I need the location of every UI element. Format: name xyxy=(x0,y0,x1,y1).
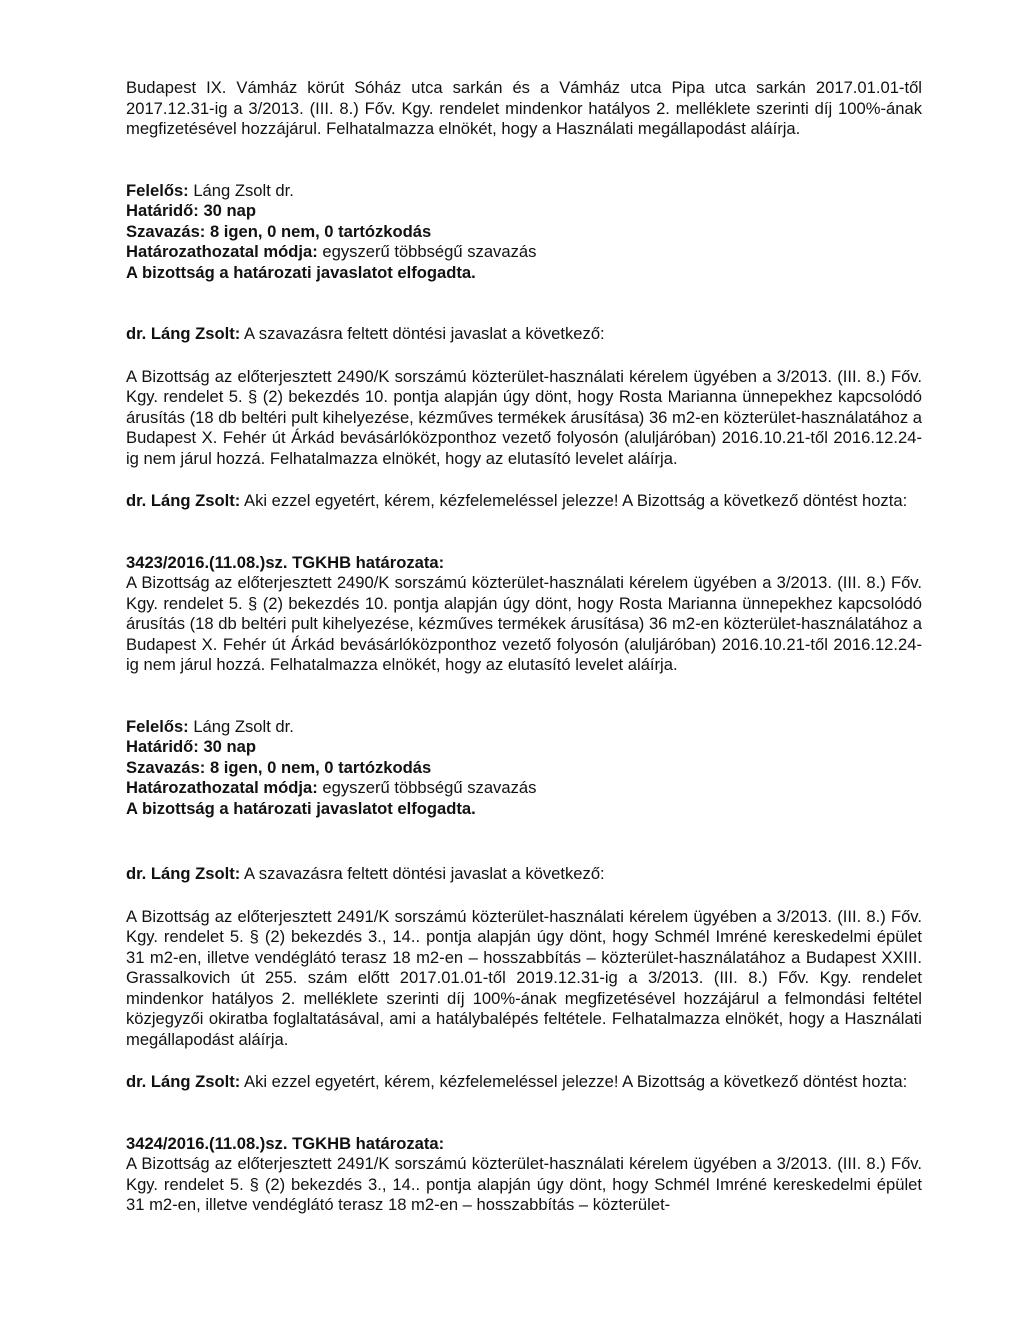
responsible-value: Láng Zsolt dr. xyxy=(188,180,294,200)
paragraph-resolution-3424: A Bizottság az előterjesztett 2491/K sorszámú közterület-használati kérelem ügyében a 3/2013. (III. 8.) Főv. Kgy. rendelet 5. § (2) bekezdés 3., 14.. pontja alapján úgy dönt, hogy Schmél Imréné kereskedelmi épület 31 m2-en, illetve vendéglátó terasz 18 m2-en – hosszabbítás – közterület- xyxy=(126,1154,922,1214)
paragraph-resolution-3423: A Bizottság az előterjesztett 2490/K sorszámú közterület-használati kérelem ügyében a 3/2013. (III. 8.) Főv. Kgy. rendelet 5. § (2) bekezdés 10. pontja alapján úgy dönt, hogy Rosta Marianna ünnepekhez kapcsolódó árusítás (18 db beltéri pult kihelyezése, kézműves termékek árusítása) 36 m2-en közterület-használatához a Budapest X. Fehér út Árkád bevásárlóközponthoz vezető folyosón (aluljáróban) 2016.10.21-től 2016.12.24-ig nem járul hozzá. Felhatalmazza elnökét, hogy az elutasító levelet aláírja. xyxy=(126,573,922,674)
speaker-text: A szavazásra feltett döntési javaslat a következő: xyxy=(240,864,605,883)
resolution-heading-3424: 3424/2016.(11.08.)sz. TGKHB határozata: xyxy=(126,1133,445,1153)
responsible-line xyxy=(126,181,922,202)
adopted-line: A bizottság a határozati javaslatot elfogadta. xyxy=(126,262,476,282)
speaker-text: A szavazásra feltett döntési javaslat a következő: xyxy=(240,324,605,343)
paragraph-proposal-2490: A Bizottság az előterjesztett 2490/K sorszámú közterület-használati kérelem ügyében a 3/2013. (III. 8.) Főv. Kgy. rendelet 5. § (2) bekezdés 10. pontja alapján úgy dönt, hogy Rosta Marianna ünnepekhez kapcsolódó árusítás (18 db beltéri pult kihelyezése, kézműves termékek árusítása) 36 m2-en közterület-használatához a Budapest X. Fehér út Árkád bevásárlóközponthoz vezető folyosón (aluljáróban) 2016.10.21-től 2016.12.24-ig nem járul hozzá. Felhatalmazza elnökét, hogy az elutasító levelet aláírja. xyxy=(126,366,922,468)
speaker-statement xyxy=(126,864,922,885)
speaker-statement xyxy=(126,324,922,345)
responsible-line xyxy=(126,717,922,738)
decision-method-value: egyszerű többségű szavazás xyxy=(317,778,537,797)
speaker-name: dr. Láng Zsolt: xyxy=(126,1072,241,1091)
resolution-heading-3423: 3423/2016.(11.08.)sz. TGKHB határozata: xyxy=(126,552,445,572)
responsible-label: Felelős: xyxy=(126,716,189,736)
decision-method-label: Határozathozatal módja: xyxy=(126,778,318,797)
vote-summary-block-2 xyxy=(126,717,922,820)
decision-method-label: Határozathozatal módja: xyxy=(126,242,318,261)
decision-method-line xyxy=(126,242,922,263)
responsible-label: Felelős: xyxy=(126,180,189,200)
adopted-line: A bizottság a határozati javaslatot elfogadta. xyxy=(126,798,476,818)
deadline-line: Határidő: 30 nap xyxy=(126,737,257,756)
vote-result-line: Szavazás: 8 igen, 0 nem, 0 tartózkodás xyxy=(126,757,432,777)
decision-method-line xyxy=(126,778,922,799)
speaker-statement xyxy=(126,491,922,512)
vote-result-line: Szavazás: 8 igen, 0 nem, 0 tartózkodás xyxy=(126,221,432,241)
speaker-text: Aki ezzel egyetért, kérem, kézfelemeléssel jelezze! A Bizottság a következő döntést hozta: xyxy=(240,491,908,510)
speaker-text: Aki ezzel egyetért, kérem, kézfelemeléssel jelezze! A Bizottság a következő döntést hozta: xyxy=(240,1072,908,1091)
paragraph-proposal-2491: A Bizottság az előterjesztett 2491/K sorszámú közterület-használati kérelem ügyében a 3/2013. (III. 8.) Főv. Kgy. rendelet 5. § (2) bekezdés 3., 14.. pontja alapján úgy dönt, hogy Schmél Imréné kereskedelmi épület 31 m2-en, illetve vendéglátó terasz 18 m2-en – hosszabbítás – közterület-használatához a Budapest XXIII. Grassalkovich út 255. szám előtt 2017.01.01-től 2019.12.31-ig a 3/2013. (III. 8.) Főv. Kgy. rendelet mindenkor hatályos 2. melléklete szerinti díj 100%-ának megfizetésével hozzájárul a felmondási feltétel közjegyzői okiratba foglaltatásával, ami a hatálybalépés feltétele. Felhatalmazza elnökét, hogy a Használati megállapodást aláírja. xyxy=(126,906,922,1049)
responsible-value: Láng Zsolt dr. xyxy=(188,716,294,736)
document-page xyxy=(126,78,922,1216)
paragraph-decision-continuation: Budapest IX. Vámház körút Sóház utca sarkán és a Vámház utca Pipa utca sarkán 2017.01.01-től 2017.12.31-ig a 3/2013. (III. 8.) Főv. Kgy. rendelet mindenkor hatályos 2. melléklete szerinti díj 100%-ának megfizetésével hozzájárul. Felhatalmazza elnökét, hogy a Használati megállapodást aláírja. xyxy=(126,78,922,138)
speaker-name: dr. Láng Zsolt: xyxy=(126,324,241,343)
speaker-statement xyxy=(126,1072,922,1093)
decision-method-value: egyszerű többségű szavazás xyxy=(317,242,537,261)
deadline-line: Határidő: 30 nap xyxy=(126,201,257,220)
vote-summary-block-1 xyxy=(126,181,922,284)
speaker-name: dr. Láng Zsolt: xyxy=(126,864,241,883)
speaker-name: dr. Láng Zsolt: xyxy=(126,491,241,510)
